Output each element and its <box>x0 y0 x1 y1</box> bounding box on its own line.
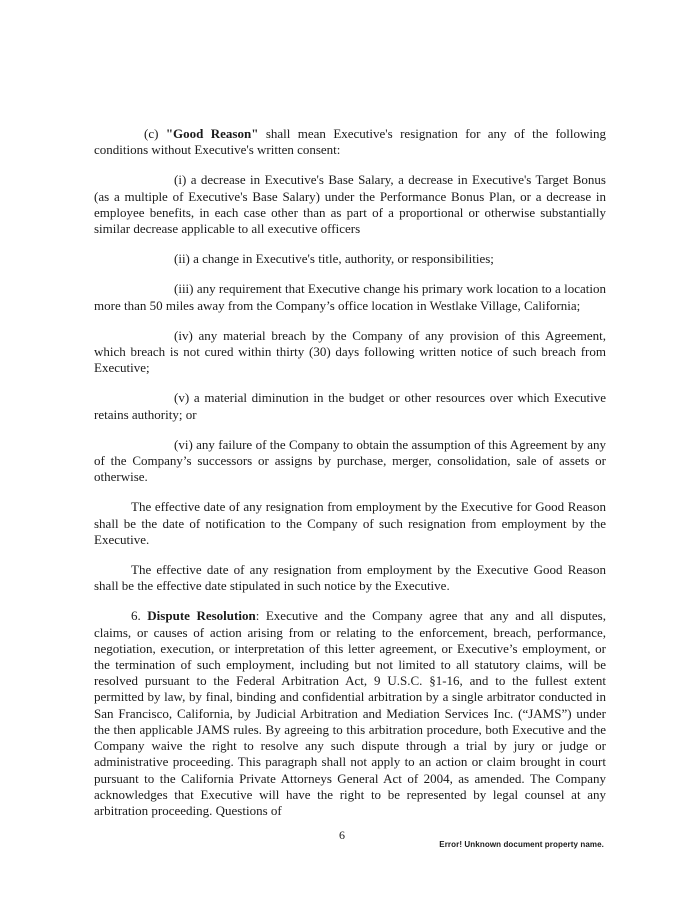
section-c-text: shall mean Executive's resignation for any of the following conditions without Executive's written consent: <box>94 126 606 158</box>
effective-date-paragraph-1: The effective date of any resignation from employment by the Executive for Good Reason shall be the date of notification to the Company of such resignation from employment by the Executive. <box>94 499 606 547</box>
section-c-paragraph <box>94 126 606 158</box>
good-reason-term: "Good Reason" <box>165 126 259 141</box>
document-body <box>94 126 606 819</box>
effective-date-paragraph-2: The effective date of any resignation from employment by the Executive Good Reason shall be the effective date stipulated in such notice by the Executive. <box>94 562 606 594</box>
condition-vi: (vi) any failure of the Company to obtain the assumption of this Agreement by any of the Company’s successors or assigns by purchase, merger, consolidation, sale of assets or otherwise. <box>94 436 606 485</box>
dispute-resolution-heading: Dispute Resolution <box>147 608 256 624</box>
condition-v: (v) a material diminution in the budget or other resources over which Executive retains authority; or <box>94 390 606 422</box>
footer-error-text: Error! Unknown document property name. <box>439 840 604 849</box>
dispute-resolution-paragraph <box>94 608 606 819</box>
section-c-label: (c) <box>144 126 166 141</box>
condition-iii: (iii) any requirement that Executive change his primary work location to a location more than 50 miles away from the Company’s office location in Westlake Village, California; <box>94 281 606 313</box>
page-number: 6 <box>339 828 345 842</box>
condition-iv: (iv) any material breach by the Company of any provision of this Agreement, which breach is not cured within thirty (30) days following written notice of such breach from Executive; <box>94 327 606 376</box>
condition-ii: (ii) a change in Executive's title, authority, or responsibilities; <box>174 251 494 267</box>
condition-i: (i) a decrease in Executive's Base Salary, a decrease in Executive's Target Bonus (as a multiple of Executive's Base Salary) under the Performance Bonus Plan, or a decrease in employee benefits, in each case other than as part of a proportional or otherwise substantially similar decrease applicable to all executive officers <box>94 172 606 237</box>
section-6-text: : Executive and the Company agree that any and all disputes, claims, or causes of action arising from or relating to the enforcement, breach, performance, negotiation, execution, or interpretation of this letter agreement, or Executive’s employment, or the termination of such employment, including but not limited to all statutory claims, will be resolved pursuant to the Federal Arbitration Act, 9 U.S.C. §1-16, and to the fullest extent permitted by law, by final, binding and confidential arbitration by a single arbitrator conducted in San Francisco, California, by Judicial Arbitration and Mediation Services Inc. (“JAMS”) under the then applicable JAMS rules. By agreeing to this arbitration procedure, both Executive and the Company waive the right to resolve any such dispute through a trial by jury or judge or administrative proceeding. This paragraph shall not apply to an action or claim brought in court pursuant to the California Private Attorneys General Act of 2004, as amended. The Company acknowledges that Executive will have the right to be represented by legal counsel at any arbitration proceeding. Questions of <box>94 608 606 818</box>
section-6-label: 6. <box>131 608 148 624</box>
